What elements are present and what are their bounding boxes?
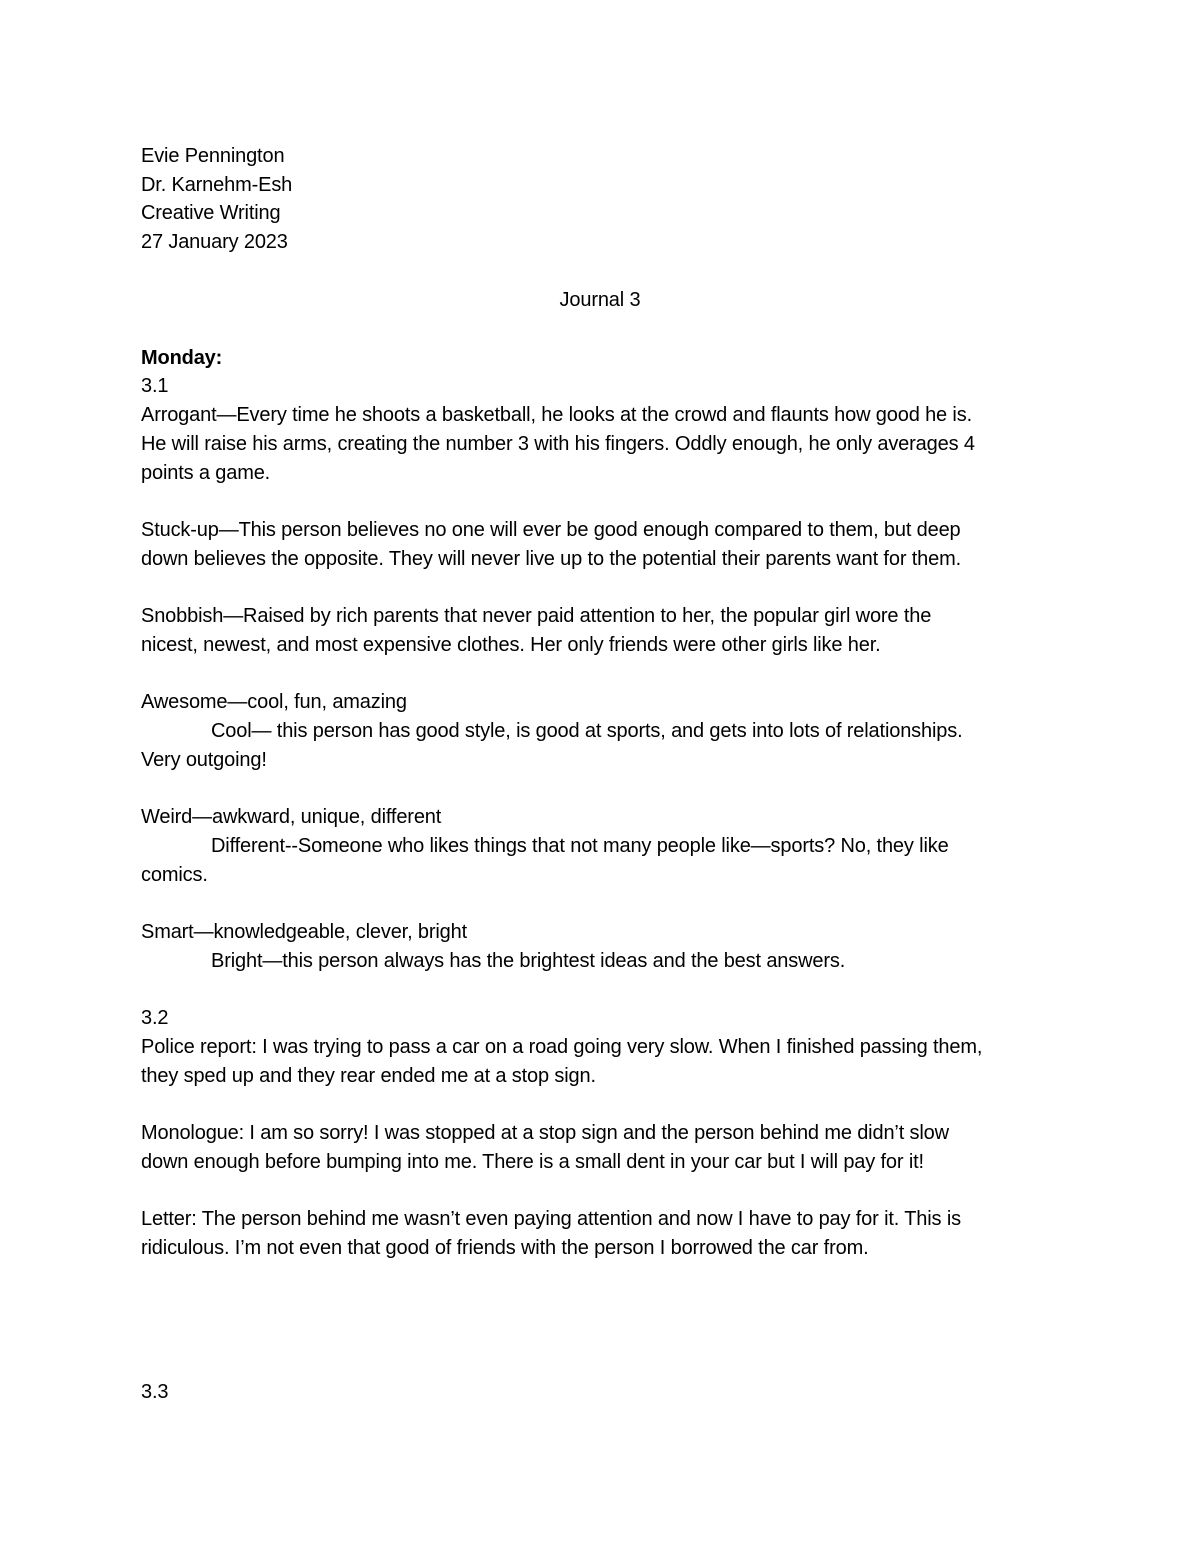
instructor-name: Dr. Karnehm-Esh (141, 174, 293, 196)
snobbish-paragraph-line: nicest, newest, and most expensive clothes. Her only friends were other girls like her. (141, 634, 881, 656)
weird-heading: Weird—awkward, unique, different (141, 806, 442, 828)
weird-indented-line: Different--Someone who likes things that not many people like—sports? No, they like (211, 835, 949, 857)
letter-line: ridiculous. I’m not even that good of friends with the person I borrowed the car from. (141, 1237, 869, 1259)
section-number-3-1: 3.1 (141, 375, 169, 397)
awesome-continuation: Very outgoing! (141, 749, 267, 771)
course-name: Creative Writing (141, 202, 281, 224)
letter-line: Letter: The person behind me wasn’t even paying attention and now I have to pay for it. This is (141, 1208, 961, 1230)
document-date: 27 January 2023 (141, 231, 288, 253)
author-name: Evie Pennington (141, 145, 285, 167)
police-report-line: Police report: I was trying to pass a car on a road going very slow. When I finished passing them, (141, 1036, 983, 1058)
awesome-heading: Awesome—cool, fun, amazing (141, 691, 407, 713)
stuck-up-paragraph-line: Stuck-up—This person believes no one will ever be good enough compared to them, but deep (141, 519, 961, 541)
document-title: Journal 3 (559, 289, 641, 311)
smart-heading: Smart—knowledgeable, clever, bright (141, 921, 468, 943)
section-number-3-3: 3.3 (141, 1381, 169, 1403)
police-report-line: they sped up and they rear ended me at a stop sign. (141, 1065, 596, 1087)
day-heading-monday: Monday: (141, 347, 223, 369)
smart-indented-line: Bright—this person always has the brightest ideas and the best answers. (211, 950, 846, 972)
section-number-3-2: 3.2 (141, 1007, 169, 1029)
monologue-line: Monologue: I am so sorry! I was stopped at a stop sign and the person behind me didn’t slow (141, 1122, 949, 1144)
arrogant-paragraph-line: points a game. (141, 462, 271, 484)
monologue-line: down enough before bumping into me. There is a small dent in your car but I will pay for it! (141, 1151, 924, 1173)
arrogant-paragraph-line: He will raise his arms, creating the number 3 with his fingers. Oddly enough, he only averages 4 (141, 433, 975, 455)
weird-continuation: comics. (141, 864, 208, 886)
stuck-up-paragraph-line: down believes the opposite. They will never live up to the potential their parents want for them. (141, 548, 962, 570)
snobbish-paragraph-line: Snobbish—Raised by rich parents that never paid attention to her, the popular girl wore the (141, 605, 932, 627)
awesome-indented-line: Cool— this person has good style, is good at sports, and gets into lots of relationships. (211, 720, 963, 742)
arrogant-paragraph-line: Arrogant—Every time he shoots a basketball, he looks at the crowd and flaunts how good he is. (141, 404, 972, 426)
